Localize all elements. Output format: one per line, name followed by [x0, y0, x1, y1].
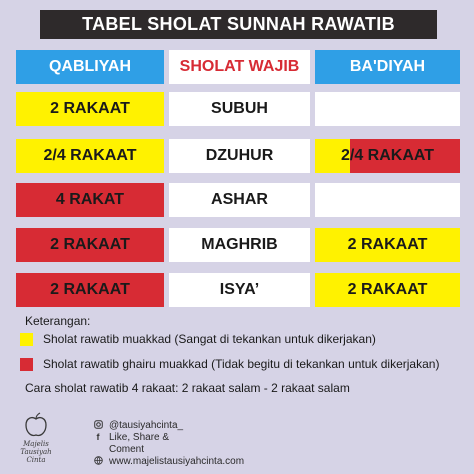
table-cell-badiyah-subuh	[315, 92, 460, 126]
brand-logo	[14, 412, 58, 468]
apple-logo-icon	[24, 412, 48, 438]
yellow-swatch	[20, 333, 33, 346]
legend-note-text: Cara sholat rawatib 4 rakaat: 2 rakaat salam - 2 rakaat salam	[25, 381, 350, 395]
table-cell-qabliyah-isya: 2 RAKAAT	[16, 273, 164, 307]
instagram-icon	[92, 420, 104, 431]
legend-title: Keterangan:	[25, 314, 91, 328]
header-badiyah: BA'DIYAH	[315, 50, 460, 84]
table-cell-wajib-ashar: ASHAR	[169, 183, 310, 217]
legend-muakkad-text: Sholat rawatib muakkad (Sangat di tekankan untuk dikerjakan)	[43, 332, 376, 346]
facebook-link[interactable]	[92, 432, 169, 443]
facebook-text-line-2-row	[109, 444, 144, 455]
logo-text-line-1: Majelis	[23, 440, 49, 448]
table-cell-wajib-dzuhur: DZUHUR	[169, 139, 310, 173]
table-cell-badiyah-dzuhur: 2/4 RAKAAT	[315, 139, 460, 173]
instagram-handle: @tausiyahcinta_	[109, 420, 184, 431]
table-cell-qabliyah-subuh: 2 RAKAAT	[16, 92, 164, 126]
red-swatch	[20, 358, 33, 371]
logo-text-line-3: Cinta	[26, 456, 46, 464]
table-cell-badiyah-isya: 2 RAKAAT	[315, 273, 460, 307]
globe-icon	[92, 456, 104, 467]
facebook-text-line-2: Coment	[109, 444, 145, 455]
table-cell-badiyah-ashar	[315, 183, 460, 217]
table-cell-qabliyah-ashar: 4 RAKAT	[16, 183, 164, 217]
legend-ghairu-text: Sholat rawatib ghairu muakkad (Tidak begitu di tekankan untuk dikerjakan)	[43, 357, 440, 371]
table-cell-wajib-maghrib: MAGHRIB	[169, 228, 310, 262]
table-cell-qabliyah-maghrib: 2 RAKAAT	[16, 228, 164, 262]
legend-item-ghairu	[20, 357, 439, 371]
facebook-text-line-1: Like, Share &	[109, 432, 170, 443]
legend-item-muakkad	[20, 332, 376, 346]
header-sholat-wajib: SHOLAT WAJIB	[169, 50, 310, 84]
legend-note	[25, 381, 350, 395]
table-cell-wajib-subuh: SUBUH	[169, 92, 310, 126]
table-title: TABEL SHOLAT SUNNAH RAWATIB	[40, 10, 437, 39]
facebook-icon: f	[96, 432, 100, 442]
table-cell-wajib-isya: ISYA’	[169, 273, 310, 307]
header-qabliyah: QABLIYAH	[16, 50, 164, 84]
logo-text-line-2: Tausiyah	[20, 448, 52, 456]
instagram-link[interactable]	[92, 420, 183, 431]
website-link[interactable]	[92, 456, 244, 467]
table-cell-badiyah-maghrib: 2 RAKAAT	[315, 228, 460, 262]
website-url: www.majelistausiyahcinta.com	[109, 456, 245, 467]
table-cell-qabliyah-dzuhur: 2/4 RAKAAT	[16, 139, 164, 173]
